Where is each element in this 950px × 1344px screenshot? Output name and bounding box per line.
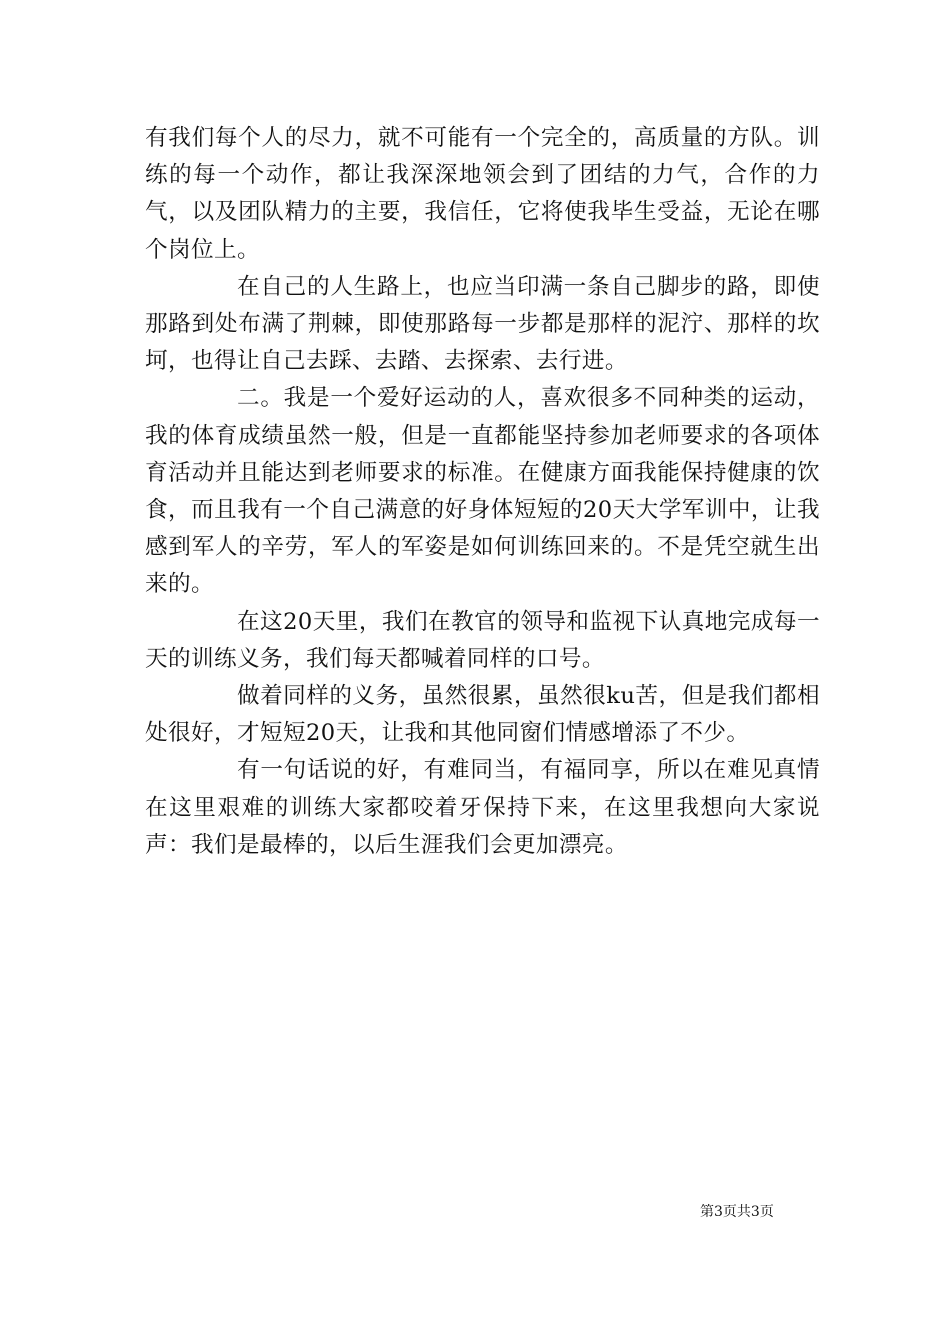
document-body bbox=[145, 120, 820, 864]
paragraph-6: 有一句话说的好，有难同当，有福同享，所以在难见真情在这里艰难的训练大家都咬着牙保持下来，在这里我想向大家说声：我们是最棒的，以后生涯我们会更加漂亮。 bbox=[145, 757, 820, 858]
paragraph-1: 有我们每个人的尽力，就不可能有一个完全的，高质量的方队。训练的每一个动作，都让我深深地领会到了团结的力气，合作的力气，以及团队精力的主要，我信任，它将使我毕生受益，无论在哪个岗位上。 bbox=[145, 125, 820, 263]
page-number-footer: 第3页共3页 bbox=[700, 1204, 774, 1220]
paragraph-5: 做着同样的义务，虽然很累，虽然很ku苦，但是我们都相处很好，才短短20天，让我和其他同窗们情感增添了不少。 bbox=[145, 683, 820, 747]
paragraph-4: 在这20天里，我们在教官的领导和监视下认真地完成每一天的训练义务，我们每天都喊着同样的口号。 bbox=[145, 608, 820, 672]
paragraph-3: 二。我是一个爱好运动的人，喜欢很多不同种类的运动，我的体育成绩虽然一般，但是一直都能坚持参加老师要求的各项体育活动并且能达到老师要求的标准。在健康方面我能保持健康的饮食，而且我有一个自己满意的好身体短短的20天大学军训中，让我感到军人的辛劳，军人的军姿是如何训练回来的。不是凭空就生出来的。 bbox=[145, 385, 820, 598]
paragraph-2: 在自己的人生路上，也应当印满一条自己脚步的路，即使那路到处布满了荆棘，即使那路每一步都是那样的泥泞、那样的坎坷，也得让自己去踩、去踏、去探索、去行进。 bbox=[145, 273, 820, 375]
